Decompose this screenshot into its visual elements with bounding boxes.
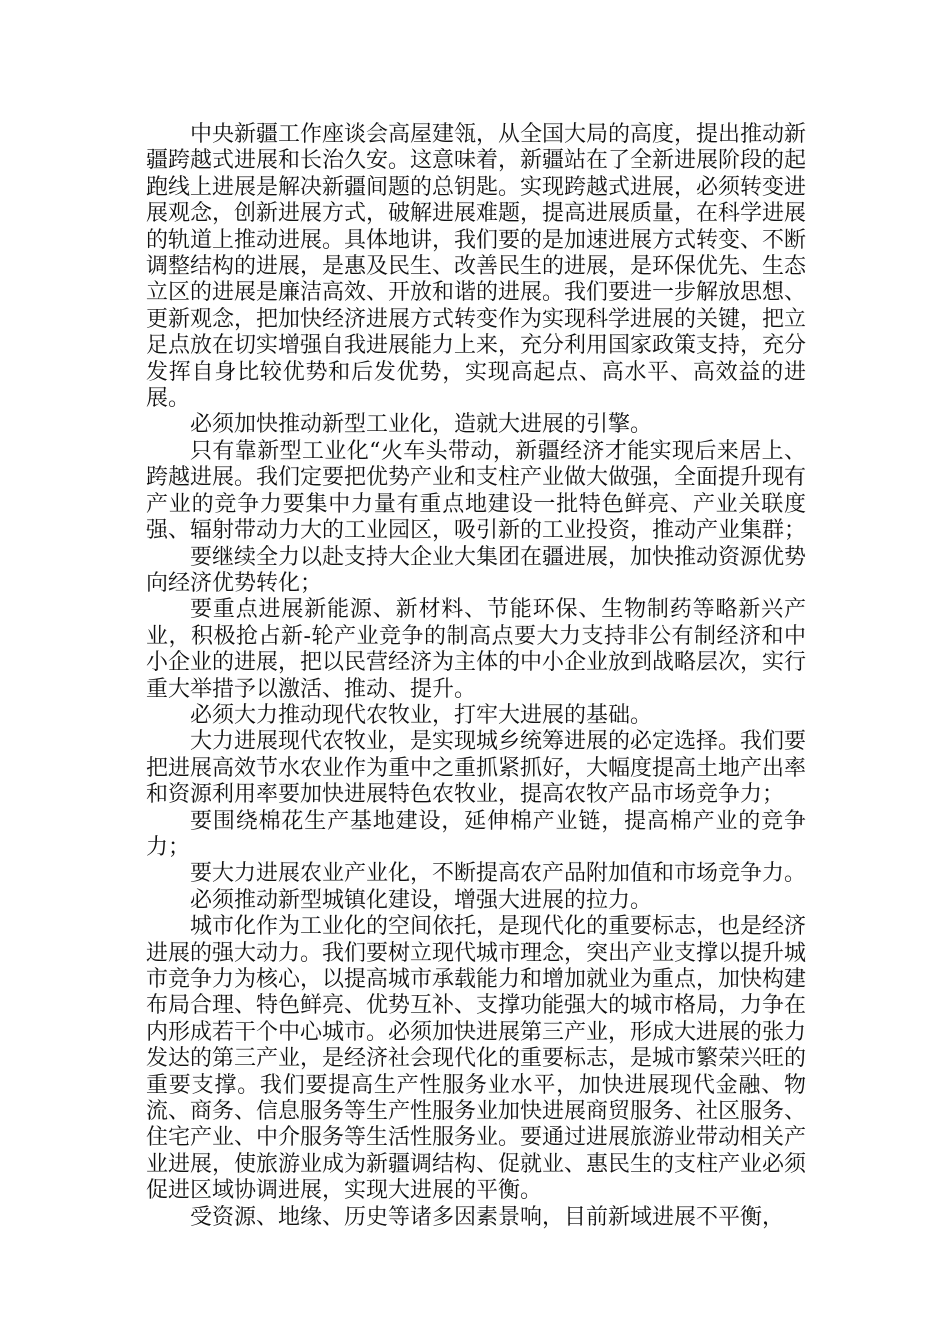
paragraph: 只有靠新型工业化“火车头带动，新疆经济才能实现后来居上、跨越进展。我们定要把优势产业和支柱产业做大做强，全面提升现有产业的竞争力要集中力量有重点地建设一批特色鲜亮、产业关联度强、辐射带动力大的工业园区，吸引新的工业投资，推动产业集群； xyxy=(146,438,807,544)
paragraph: 中央新疆工作座谈会高屋建瓴，从全国大局的高度，提出推动新疆跨越式进展和长治久安。这意味着，新疆站在了全新进展阶段的起跑线上进展是解决新疆间题的总钥匙。实现跨越式进展，必须转变进展观念，创新进展方式，破解进展难题，提高进展质量，在科学进展的轨道上推动进展。具体地讲，我们要的是加速进展方式转变、不断调整结构的进展，是惠及民生、改善民生的进展，是环保优先、生态立区的进展是廉洁高效、开放和谐的进展。我们要进一步解放思想、更新观念，把加快经济进展方式转变作为实现科学进展的关键，把立足点放在切实增强自我进展能力上来，充分利用国家政策支持，充分发挥自身比较优势和后发优势，实现高起点、高水平、高效益的进展。 xyxy=(146,122,807,412)
paragraph: 受资源、地缘、历史等诸多因素景响，目前新域进展不平衡， xyxy=(190,1204,785,1230)
paragraph: 要继续全力以赴支持大企业大集团在疆进展，加快推动资源优势向经济优势转化； xyxy=(146,544,807,596)
paragraph: 要围绕棉花生产基地建设，延伸棉产业链，提高棉产业的竞争力； xyxy=(146,808,806,860)
paragraph: 必须推动新型城镇化建设，增强大进展的拉力。 xyxy=(190,887,653,913)
paragraph: 必须加快推动新型工业化，造就大进展的引擎。 xyxy=(190,412,653,438)
paragraph: 必须大力推动现代农牧业，打牢大进展的基础。 xyxy=(190,702,653,728)
paragraph: 要重点进展新能源、新材料、节能环保、生物制药等略新兴产业，积极抢占新-轮产业竞争的制高点要大力支持非公有制经济和中小企业的进展，把以民营经济为主体的中小企业放到战略层次，实行重大举措予以激活、推动、提升。 xyxy=(146,597,807,702)
document-body xyxy=(146,122,806,1231)
paragraph: 要大力进展农业产业化，不断提高农产品附加值和市场竞争力。 xyxy=(190,861,807,887)
paragraph: 大力进展现代农牧业，是实现城乡统筹进展的必定选择。我们要把进展高效节水农业作为重中之重抓紧抓好，大幅度提高土地产出率和资源利用率要加快进展特色农牧业，提高农牧产品市场竞争力； xyxy=(146,729,807,808)
paragraph: 城市化作为工业化的空间依托，是现代化的重要标志，也是经济进展的强大动力。我们要树立现代城市理念，突出产业支撑以提升城市竞争力为核心，以提高城市承载能力和增加就业为重点，加快构建布局合理、特色鲜亮、优势互补、支撑功能强大的城市格局，力争在内形成若干个中心城市。必须加快进展第三产业，形成大进展的张力发达的第三产业，是经济社会现代化的重要标志，是城市繁荣兴旺的重要支撑。我们要提高生产性服务业水平，加快进展现代金融、物流、商务、信息服务等生产性服务业加快进展商贸服务、社区服务、住宅产业、中介服务等生活性服务业。要通过进展旅游业带动相关产业进展，使旅游业成为新疆调结构、促就业、惠民生的支柱产业必须促进区域协调进展，实现大进展的平衡。 xyxy=(146,914,807,1204)
